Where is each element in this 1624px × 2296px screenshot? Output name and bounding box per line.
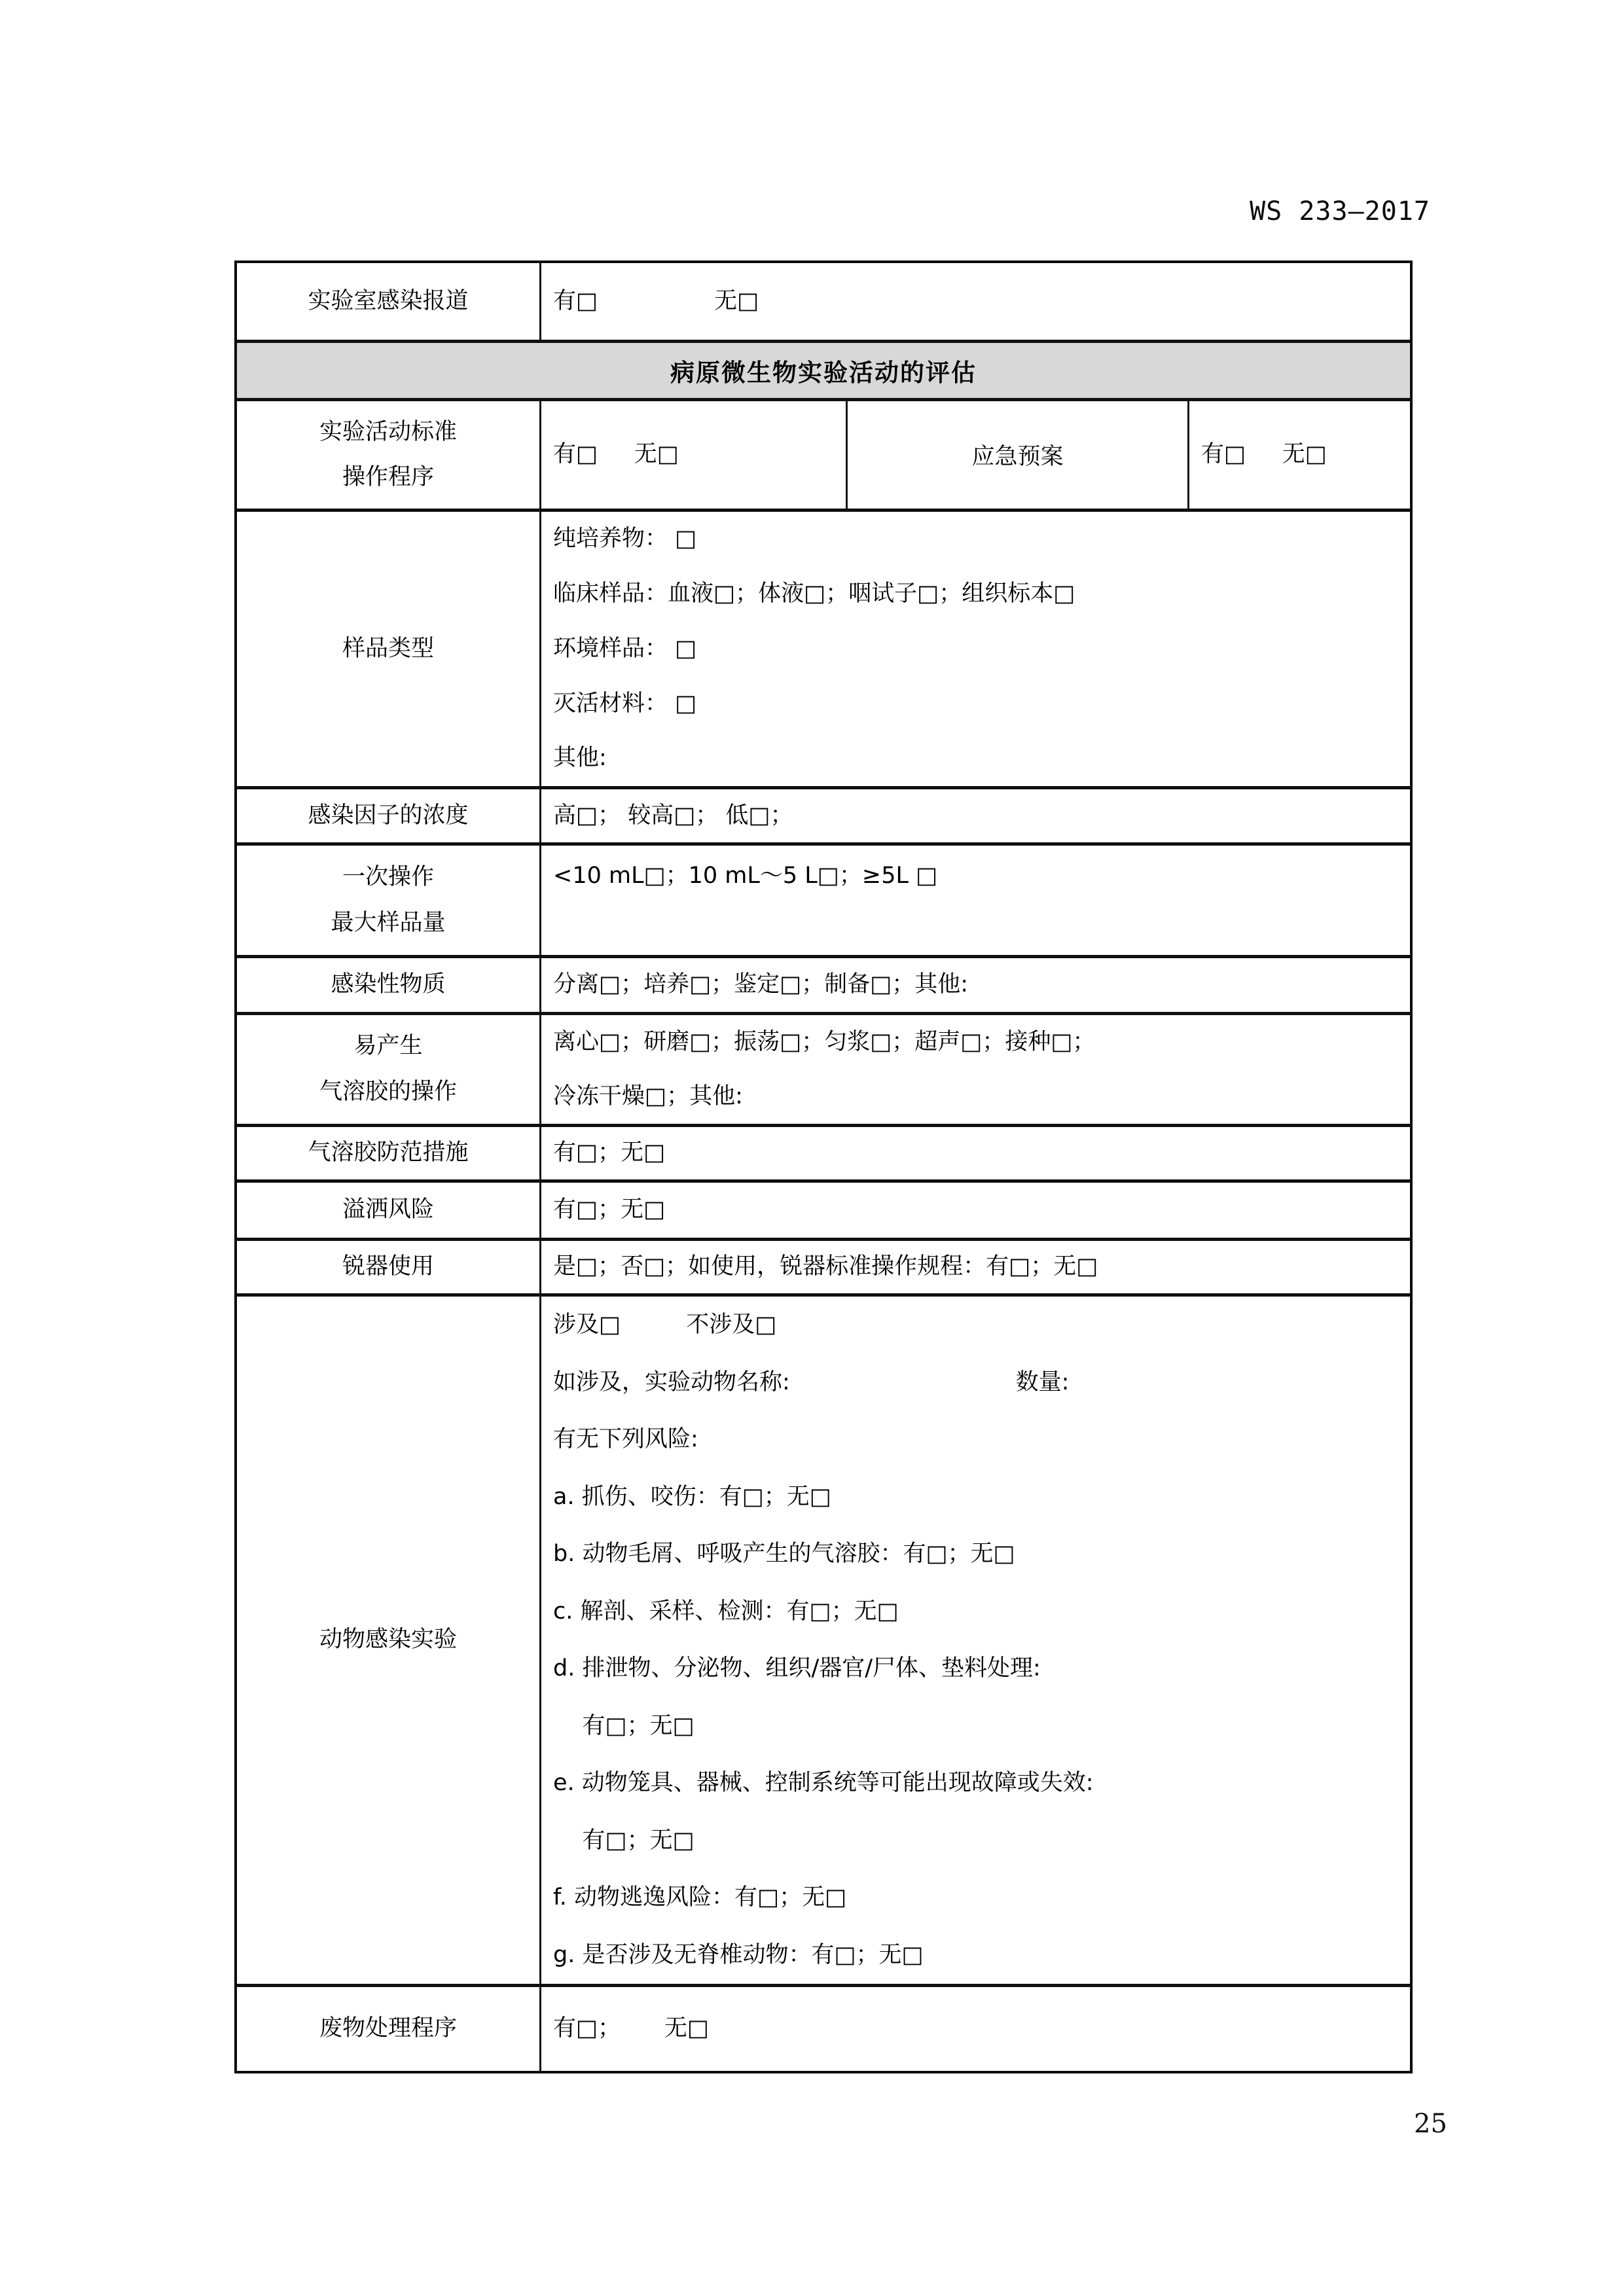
sop-value [539,401,846,509]
max-sample-volume-value [539,846,1410,955]
row-aerosol-precautions [237,1127,1410,1183]
sop-label [237,401,539,509]
waste-procedure-label: 废物处理程序 [319,2015,457,2042]
checkbox-line: 有□ 无□ [553,441,679,468]
waste-procedure-value [539,1987,1410,2071]
infectious-material-label: 感染性物质 [331,971,446,998]
animal-infection-line: 有□；无□ [553,1827,695,1854]
doc-code: WS 233—2017 [1250,196,1430,226]
sharps-use-label: 锐器使用 [342,1253,434,1280]
aerosol-operations-value [539,1015,1410,1124]
checkbox-line: 有□ 无□ [553,287,759,314]
animal-infection-label: 动物感染实验 [319,1626,457,1653]
animal-infection-line: c. 解剖、采样、检测：有□；无□ [553,1598,899,1624]
sample-type-line: 纯培养物： □ [553,526,697,552]
sample-type-line: 临床样品：血液□；体液□；咽试子□；组织标本□ [553,580,1075,607]
animal-infection-line: b. 动物毛屑、呼吸产生的气溶胶：有□；无□ [553,1541,1015,1567]
row-agent-concentration [237,789,1410,846]
row-spill-risk [237,1183,1410,1241]
infectious-material-value [539,958,1410,1012]
animal-infection-value [539,1297,1410,1984]
checkbox-line: 离心□；研磨□；振荡□；匀浆□；超声□；接种□； [553,1028,1096,1055]
spill-risk-value [539,1183,1410,1238]
section-title: 病原微生物实验活动的评估 [670,359,977,387]
animal-infection-line: e. 动物笼具、器械、控制系统等可能出现故障或失效: [553,1770,1094,1796]
max-volume-label-line1: 一次操作 [342,863,434,890]
emergency-plan-value [1187,401,1410,509]
checkbox-line: 有□；无□ [553,1139,666,1166]
agent-concentration-label: 感染因子的浓度 [308,802,469,829]
sample-type-line: 其他: [553,745,607,772]
animal-infection-line: 如涉及，实验动物名称: 数量: [553,1369,1070,1395]
aerosol-precautions-label: 气溶胶防范措施 [308,1139,469,1166]
lab-infection-report-label: 实验室感染报道 [308,287,469,314]
checkbox-line: 有□； 无□ [553,2015,709,2042]
row-infectious-material [237,958,1410,1015]
agent-concentration-value [539,789,1410,842]
emergency-plan-label: 应急预案 [846,401,1187,509]
checkbox-line: 高□； 较高□； 低□； [553,802,793,829]
checkbox-line: 有□ 无□ [1201,441,1327,468]
row-waste-procedure [237,1987,1410,2071]
sample-type-label: 样品类型 [342,635,434,662]
assessment-form-table [234,260,1413,2073]
sop-label-line2: 操作程序 [342,463,434,490]
row-sharps-use [237,1241,1410,1297]
row-sop-emergency [237,401,1410,512]
checkbox-line: 有□；无□ [553,1196,666,1223]
aerosol-precautions-value [539,1127,1410,1179]
animal-infection-line: a. 抓伤、咬伤：有□；无□ [553,1483,831,1510]
page-number: 25 [1414,2109,1447,2139]
sop-label-line1: 实验活动标准 [319,418,457,445]
sample-type-line: 环境样品： □ [553,635,697,662]
row-sample-type [237,512,1410,789]
checkbox-line: 冷冻干燥□；其他: [553,1083,743,1109]
section-header-row [237,343,1410,401]
row-aerosol-operations [237,1015,1410,1127]
animal-infection-line: d. 排泄物、分泌物、组织/器官/尸体、垫料处理: [553,1655,1041,1681]
max-volume-label-line2: 最大样品量 [331,909,446,936]
sample-type-line: 灭活材料： □ [553,690,697,717]
checkbox-line: 分离□；培养□；鉴定□；制备□；其他: [553,971,969,998]
checkbox-line: <10 mL□；10 mL～5 L□；≥5L □ [553,863,938,889]
aerosol-operations-label-line1: 易产生 [353,1033,423,1060]
row-lab-infection-report [237,263,1410,343]
sharps-use-value [539,1241,1410,1293]
row-animal-infection [237,1297,1410,1987]
animal-infection-line: 有□；无□ [553,1712,695,1739]
aerosol-operations-label [237,1015,539,1124]
checkbox-line: 是□；否□；如使用，锐器标准操作规程：有□；无□ [553,1253,1098,1280]
animal-infection-line: f. 动物逃逸风险：有□；无□ [553,1884,847,1910]
animal-infection-line: 有无下列风险: [553,1426,698,1452]
sample-type-value [539,512,1410,786]
animal-infection-line: 涉及□ 不涉及□ [553,1312,777,1338]
spill-risk-label: 溢洒风险 [342,1196,434,1223]
max-sample-volume-label [237,846,539,955]
row-max-sample-volume [237,846,1410,958]
lab-infection-report-value [539,263,1410,340]
animal-infection-line: g. 是否涉及无脊椎动物：有□；无□ [553,1941,924,1968]
aerosol-operations-label-line2: 气溶胶的操作 [319,1079,457,1105]
